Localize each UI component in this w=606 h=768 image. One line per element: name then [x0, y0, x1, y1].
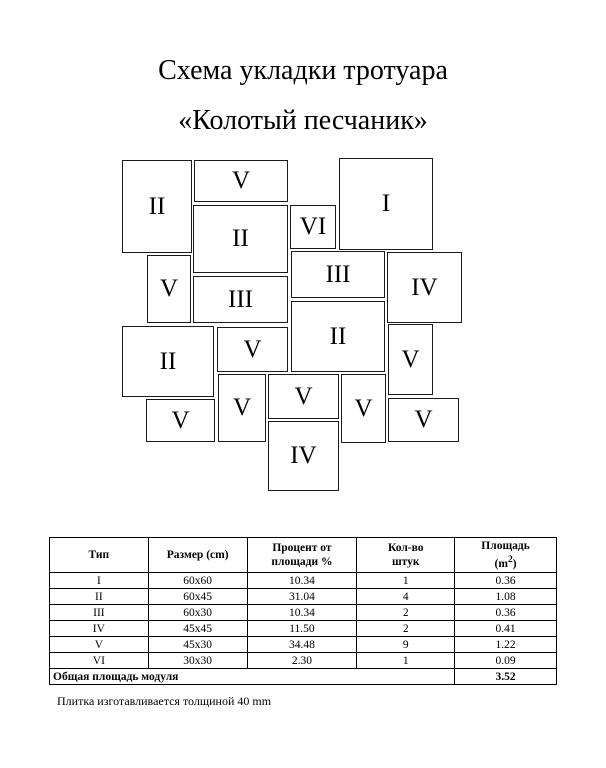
cell-size: 45x45	[148, 621, 247, 637]
cell-size: 60x60	[148, 573, 247, 589]
table-row	[50, 653, 557, 669]
cell-area: 0.36	[455, 573, 557, 589]
cell-area: 1.22	[455, 637, 557, 653]
cell-size: 60x30	[148, 605, 247, 621]
total-value: 3.52	[455, 669, 557, 685]
header-count: Кол-во штук	[357, 538, 455, 573]
stone: V	[341, 374, 386, 443]
stone: V	[388, 324, 433, 395]
cell-percent: 11.50	[247, 621, 357, 637]
cell-percent: 10.34	[247, 573, 357, 589]
cell-type: VI	[50, 653, 149, 669]
cell-percent: 2.30	[247, 653, 357, 669]
stone: V	[147, 255, 191, 323]
total-label: Общая площадь модуля	[50, 669, 455, 685]
cell-type: III	[50, 605, 149, 621]
stone: III	[291, 251, 385, 298]
cell-type: IV	[50, 621, 149, 637]
stone: IV	[387, 252, 462, 323]
cell-size: 45x30	[148, 637, 247, 653]
cell-count: 9	[357, 637, 455, 653]
stone: II	[193, 205, 288, 273]
stone: VI	[290, 205, 336, 249]
footnote: Плитка изготавливается толщиной 40 mm	[57, 694, 272, 708]
cell-type: I	[50, 573, 149, 589]
cell-size: 60x45	[148, 589, 247, 605]
table-row	[50, 573, 557, 589]
cell-count: 1	[357, 653, 455, 669]
cell-percent: 31.04	[247, 589, 357, 605]
header-type: Тип	[50, 538, 149, 573]
table-row	[50, 621, 557, 637]
page-subtitle: «Колотый песчаник»	[178, 105, 428, 136]
stone: II	[122, 326, 214, 397]
stone: IV	[268, 421, 339, 491]
stone: III	[193, 276, 288, 323]
table-row	[50, 637, 557, 653]
stone: V	[268, 374, 339, 419]
cell-area: 0.09	[455, 653, 557, 669]
stone: V	[218, 374, 266, 442]
cell-area: 0.41	[455, 621, 557, 637]
stone: V	[388, 398, 459, 442]
stone: II	[291, 301, 385, 372]
stone: V	[146, 399, 215, 442]
table-row	[50, 605, 557, 621]
header-percent: Процент от площади %	[247, 538, 357, 573]
cell-count: 4	[357, 589, 455, 605]
stone: V	[194, 160, 288, 202]
cell-area: 0.36	[455, 605, 557, 621]
table-row	[50, 589, 557, 605]
cell-percent: 10.34	[247, 605, 357, 621]
cell-size: 30x30	[148, 653, 247, 669]
cell-type: II	[50, 589, 149, 605]
cell-percent: 34.48	[247, 637, 357, 653]
cell-area: 1.08	[455, 589, 557, 605]
cell-count: 2	[357, 621, 455, 637]
cell-type: V	[50, 637, 149, 653]
stone: I	[339, 158, 433, 250]
header-area: Площадь $(m^2)$	[455, 538, 557, 573]
cell-count: 1	[357, 573, 455, 589]
table-total-row	[50, 669, 557, 685]
spec-table	[49, 537, 557, 685]
header-size: Размер (cm)	[148, 538, 247, 573]
table-header-row	[50, 538, 557, 573]
page-title: Схема укладки тротуара	[158, 55, 448, 86]
stone: V	[217, 327, 288, 372]
cell-count: 2	[357, 605, 455, 621]
stone: II	[122, 160, 192, 253]
